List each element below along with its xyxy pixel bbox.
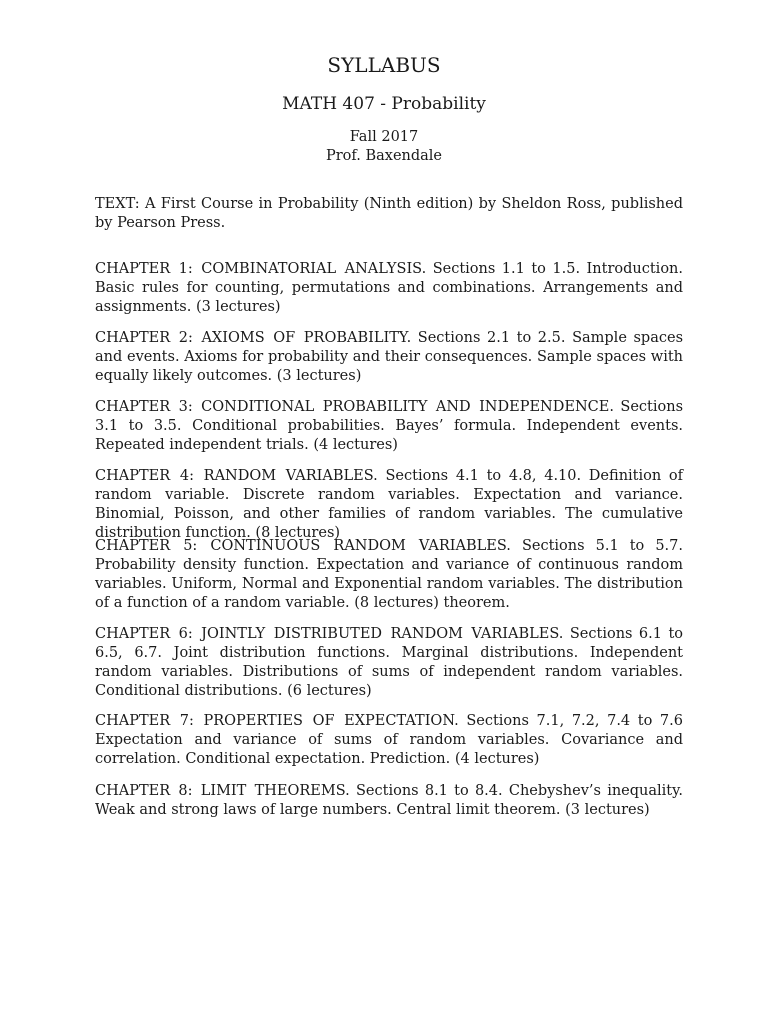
chapter-7: [95, 712, 683, 769]
course-title: MATH 407 - Probability: [282, 94, 486, 114]
chapter-description: Sections 2.1 to 2.5. Sample spaces and events. Axioms for probability and their consequences. Sample spaces with equally likely outcomes. (3 lectures): [95, 330, 684, 384]
chapter-heading: CHAPTER 7: PROPERTIES OF EXPECTATION.: [95, 713, 459, 729]
chapter-6: [95, 625, 683, 701]
chapter-3: [95, 398, 683, 455]
chapter-heading: CHAPTER 6: JOINTLY DISTRIBUTED RANDOM VARIABLES.: [95, 626, 564, 642]
chapter-1: [95, 260, 683, 317]
chapter-heading: CHAPTER 5: CONTINUOUS RANDOM VARIABLES.: [95, 538, 511, 554]
chapter-5: [95, 537, 683, 613]
chapter-description: Sections 6.1 to 6.5, 6.7. Joint distribution functions. Marginal distributions. Independent random variables. Distributions of sums of independent random variables. Conditional distributions. (6 lectures): [95, 626, 684, 699]
chapter-description: Sections 1.1 to 1.5. Introduction. Basic rules for counting, permutations and combinations. Arrangements and assignments. (3 lectures): [95, 261, 683, 315]
chapter-heading: CHAPTER 8: LIMIT THEOREMS.: [95, 783, 350, 799]
chapter-heading: CHAPTER 2: AXIOMS OF PROBABILITY.: [95, 330, 412, 346]
chapter-description: Sections 4.1 to 4.8, 4.10. Definition of random variable. Discrete random variables. Expectation and variance. Binomial, Poisson, and other families of random variables. The cumulative distribution function. (8 lectures): [95, 468, 683, 541]
document-title: SYLLABUS: [327, 53, 441, 77]
chapter-description: Sections 5.1 to 5.7. Probability density function. Expectation and variance of continuous random variables. Uniform, Normal and Exponential random variables. The distribution of a function of a random variable. (8 lectures) theorem.: [95, 538, 683, 611]
chapter-8: [95, 782, 683, 820]
textbook-reference: TEXT: A First Course in Probability (Ninth edition) by Sheldon Ross, published by Pearson Press.: [95, 196, 683, 231]
instructor-name: Prof. Baxendale: [325, 148, 443, 164]
chapter-description: Sections 8.1 to 8.4. Chebyshev’s inequality. Weak and strong laws of large numbers. Central limit theorem. (3 lectures): [95, 783, 683, 818]
chapter-4: [95, 467, 683, 543]
chapter-2: [95, 329, 683, 386]
chapter-heading: CHAPTER 1: COMBINATORIAL ANALYSIS.: [95, 261, 427, 277]
chapter-description: Sections 7.1, 7.2, 7.4 to 7.6 Expectation and variance of sums of random variables. Covariance and correlation. Conditional expectation. Prediction. (4 lectures): [95, 713, 683, 767]
chapter-heading: CHAPTER 3: CONDITIONAL PROBABILITY AND INDEPENDENCE.: [95, 399, 614, 415]
chapter-heading: CHAPTER 4: RANDOM VARIABLES.: [95, 468, 378, 484]
chapter-description: Sections 3.1 to 3.5. Conditional probabilities. Bayes’ formula. Independent events. Repeated independent trials. (4 lectures): [95, 399, 684, 453]
term-label: Fall 2017: [349, 129, 419, 145]
